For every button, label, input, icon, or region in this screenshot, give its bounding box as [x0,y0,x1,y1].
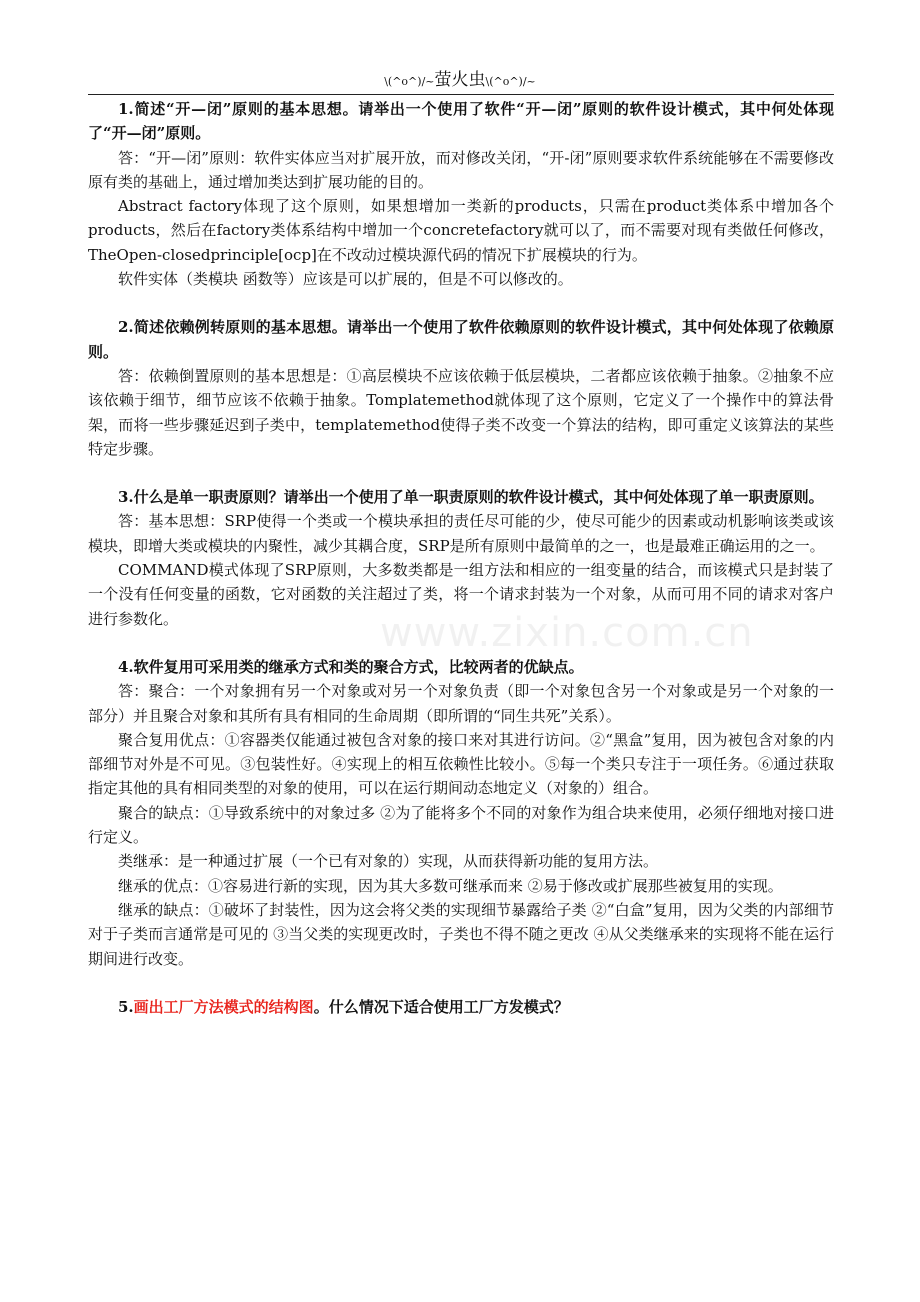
answer-4-para-6: 继承的缺点：①破坏了封装性，因为这会将父类的实现细节暴露给子类 ②“白盒”复用，因为父类的内部细节对于子类而言通常是可见的 ③当父类的实现更改时，子类也不得不随之更改 ④从父类继承来的实现将不能在运行期间进行改变。 [88,900,834,968]
answer-3-para-1: 答：基本思想：SRP使得一个类或一个模块承担的责任尽可能的少，使尽可能少的因素或动机影响该类或该模块，即增大类或模块的内聚性，减少其耦合度，SRP是所有原则中最简单的之一，也是最难正确运用的之一。 [88,512,834,555]
header-deco-left: \(^o^)/~ [384,75,435,88]
watermark: www.zixin.com.cn [380,610,754,656]
question-3: 3.什么是单一职责原则？请举出一个使用了单一职责原则的软件设计模式，其中何处体现了单一职责原则。 [118,488,824,507]
answer-4-para-4: 类继承：是一种通过扩展（一个已有对象的）实现，从而获得新功能的复用方法。 [118,852,659,871]
answer-1-para-3: 软件实体（类模块 函数等）应该是可以扩展的，但是不可以修改的。 [118,270,573,289]
question-5-number: 5. [118,997,134,1016]
question-2: 2.简述依赖例转原则的基本思想。请举出一个使用了软件依赖原则的软件设计模式，其中何处体现了依赖原则。 [88,318,834,361]
header-rule [88,94,834,95]
answer-2-para-1: 答：依赖倒置原则的基本思想是：①高层模块不应该依赖于低层模块，二者都应该依赖于抽象。②抽象不应该依赖于细节，细节应该不依赖于抽象。Tomplatemethod就体现了这个原则，它定义了一个操作中的算法骨架，而将一些步骤延迟到子类中，templatemethod使得子类不改变一个算法的结构，即可重定义该算法的某些特定步骤。 [88,366,834,458]
question-5-highlight: 画出工厂方法模式的结构图 [133,997,314,1016]
answer-4-para-5: 继承的优点：①容易进行新的实现，因为其大多数可继承而来 ②易于修改或扩展那些被复用的实现。 [118,876,783,895]
document-body [88,97,834,1019]
answer-3-para-2: COMMAND模式体现了SRP原则，大多数类都是一组方法和相应的一组变量的结合，而该模式只是封装了一个没有任何变量的函数，它对函数的关注超过了类，将一个请求封装为一个对象，从而可用不同的请求对客户进行参数化。 [88,561,834,628]
question-5-rest: 。什么情况下适合使用工厂方发模式？ [313,997,569,1016]
answer-4-para-3: 聚合的缺点：①导致系统中的对象过多 ②为了能将多个不同的对象作为组合块来使用，必须仔细地对接口进行定义。 [88,803,834,847]
answer-1-para-1: 答：“开—闭”原则：软件实体应当对扩展开放，而对修改关闭，“开-闭”原则要求软件系统能够在不需要修改原有类的基础上，通过增加类达到扩展功能的目的。 [88,148,834,191]
question-4: 4.软件复用可采用类的继承方式和类的聚合方式，比较两者的优缺点。 [118,657,584,676]
page-header [0,70,920,92]
answer-1-para-2: Abstract factory体现了这个原则，如果想增加一类新的products，只需在product类体系中增加各个products，然后在factory类体系结构中增加一个concretefactory就可以了，而不需要对现有类做任何修改，TheOpen-closedprinciple[ocp]在不改动过模块源代码的情况下扩展模块的行为。 [88,197,834,264]
question-1: 1.简述“开—闭”原则的基本思想。请举出一个使用了软件“开—闭”原则的软件设计模式，其中何处体现了“开—闭”原则。 [88,100,834,143]
header-deco-right: \(^o^)/~ [485,75,536,88]
question-5 [88,995,834,1019]
answer-4-para-2: 聚合复用优点：①容器类仅能通过被包含对象的接口来对其进行访问。②“黑盒”复用，因为被包含对象的内部细节对外是不可见。③包装性好。④实现上的相互依赖性比较小。⑤每一个类只专注于一项任务。⑥通过获取指定其他的具有相同类型的对象的使用，可以在运行期间动态地定义（对象的）组合。 [88,730,834,798]
header-title: 萤火虫 [434,70,486,90]
answer-4-para-1: 答：聚合：一个对象拥有另一个对象或对另一个对象负责（即一个对象包含另一个对象或是另一个对象的一部分）并且聚合对象和其所有具有相同的生命周期（即所谓的“同生共死”关系）。 [88,682,834,725]
